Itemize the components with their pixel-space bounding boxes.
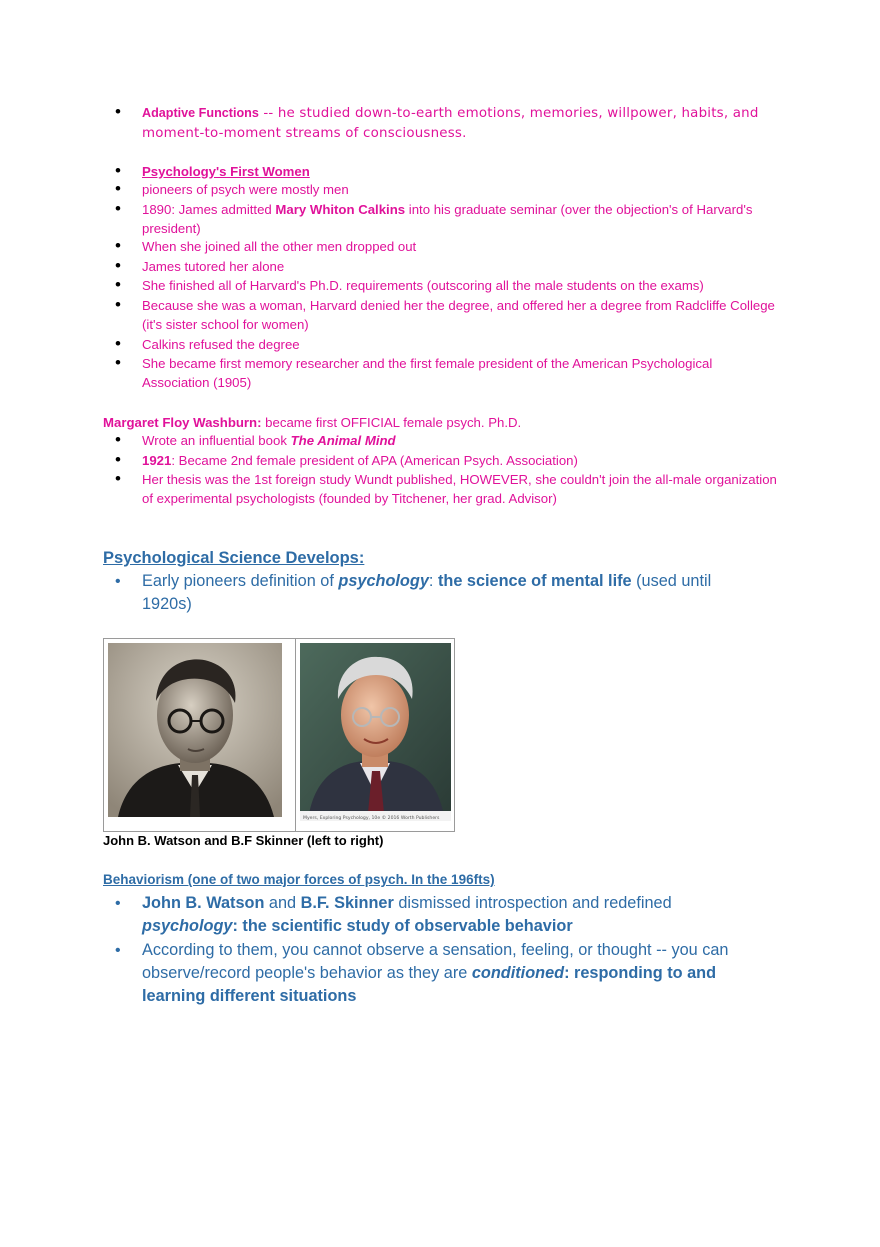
adaptive-functions-item <box>142 103 782 143</box>
list-item: • pioneers of psych were mostly men <box>142 180 782 199</box>
list-item: • She finished all of Harvard's Ph.D. requirements (outscoring all the male students on the exams) <box>142 276 782 295</box>
section-heading-science: Psychological Science Develops: <box>103 549 365 567</box>
year: 1921 <box>142 453 172 468</box>
item-text: (used until 1920s) <box>142 572 712 613</box>
first-women-heading-item <box>142 162 782 181</box>
list-item: • She became first memory researcher and the first female president of the American Psychological Association (1905) <box>142 354 782 392</box>
item-text: Wrote an influential book <box>142 433 291 448</box>
definition: the science of mental life <box>437 572 632 590</box>
table-divider <box>295 639 296 831</box>
book-title: The Animal Mind <box>290 433 396 448</box>
watson-name: John B. Watson <box>142 894 265 912</box>
washburn-name: Margaret Floy Washburn: <box>103 415 262 430</box>
calkins-name: Mary Whiton Calkins <box>275 202 406 217</box>
item-text: : <box>428 572 438 590</box>
list-item: • Her thesis was the 1st foreign study Wundt published, HOWEVER, she couldn't join the all-male organization of experimental psychologists (founded by Titchener, her grad. Advisor) <box>142 470 782 508</box>
first-women-heading: Psychology's First Women <box>142 164 310 179</box>
skinner-photo <box>300 643 451 821</box>
list-item: • Calkins refused the degree <box>142 335 782 354</box>
item-text: Early pioneers definition of <box>142 572 339 590</box>
list-item: • Because she was a woman, Harvard denied her the degree, and offered her a degree from Radcliffe College (it's sister school for women) <box>142 296 782 334</box>
psychology-term: psychology <box>142 917 233 935</box>
item-text: : Became 2nd female president of APA (American Psych. Association) <box>171 453 578 468</box>
photo-table <box>103 638 455 832</box>
section-heading-behaviorism: Behaviorism (one of two major forces of psych. In the 196fts) <box>103 872 495 887</box>
list-item <box>142 892 762 938</box>
conditioned-definition: : responding to and learning different situations <box>142 964 717 1005</box>
washburn-line <box>103 413 521 432</box>
watson-photo <box>108 643 282 817</box>
item-text: into his graduate seminar (over the objection's of Harvard's president) <box>142 202 753 236</box>
list-item <box>142 570 762 616</box>
list-item <box>142 939 762 1008</box>
adaptive-text: -- he studied down-to-earth emotions, memories, willpower, habits, and moment-to-moment streams of consciousness. <box>142 106 759 141</box>
item-text: dismissed introspection and redefined <box>393 894 672 912</box>
psychology-term: psychology <box>338 572 429 590</box>
list-item: • When she joined all the other men dropped out <box>142 237 782 256</box>
item-text: According to them, you cannot observe a sensation, feeling, or thought -- you can observe/record people's behavior as they are <box>142 941 729 982</box>
list-item <box>142 431 782 450</box>
item-text: 1890: James admitted <box>142 202 276 217</box>
behavior-definition: : the scientific study of observable behavior <box>232 917 573 935</box>
photo-credit: Myers, Exploring Psychology, 10e © 2016 Worth Publishers <box>303 816 440 821</box>
skinner-name: B.F. Skinner <box>300 894 394 912</box>
item-text: and <box>264 894 301 912</box>
list-item <box>142 200 782 238</box>
adaptive-title: Adaptive Functions <box>142 106 259 120</box>
photo-caption: John B. Watson and B.F Skinner (left to right) <box>103 833 384 848</box>
list-item: • James tutored her alone <box>142 257 782 276</box>
list-item <box>142 451 782 470</box>
washburn-desc: became first OFFICIAL female psych. Ph.D. <box>261 415 522 430</box>
conditioned-term: conditioned <box>471 964 565 982</box>
